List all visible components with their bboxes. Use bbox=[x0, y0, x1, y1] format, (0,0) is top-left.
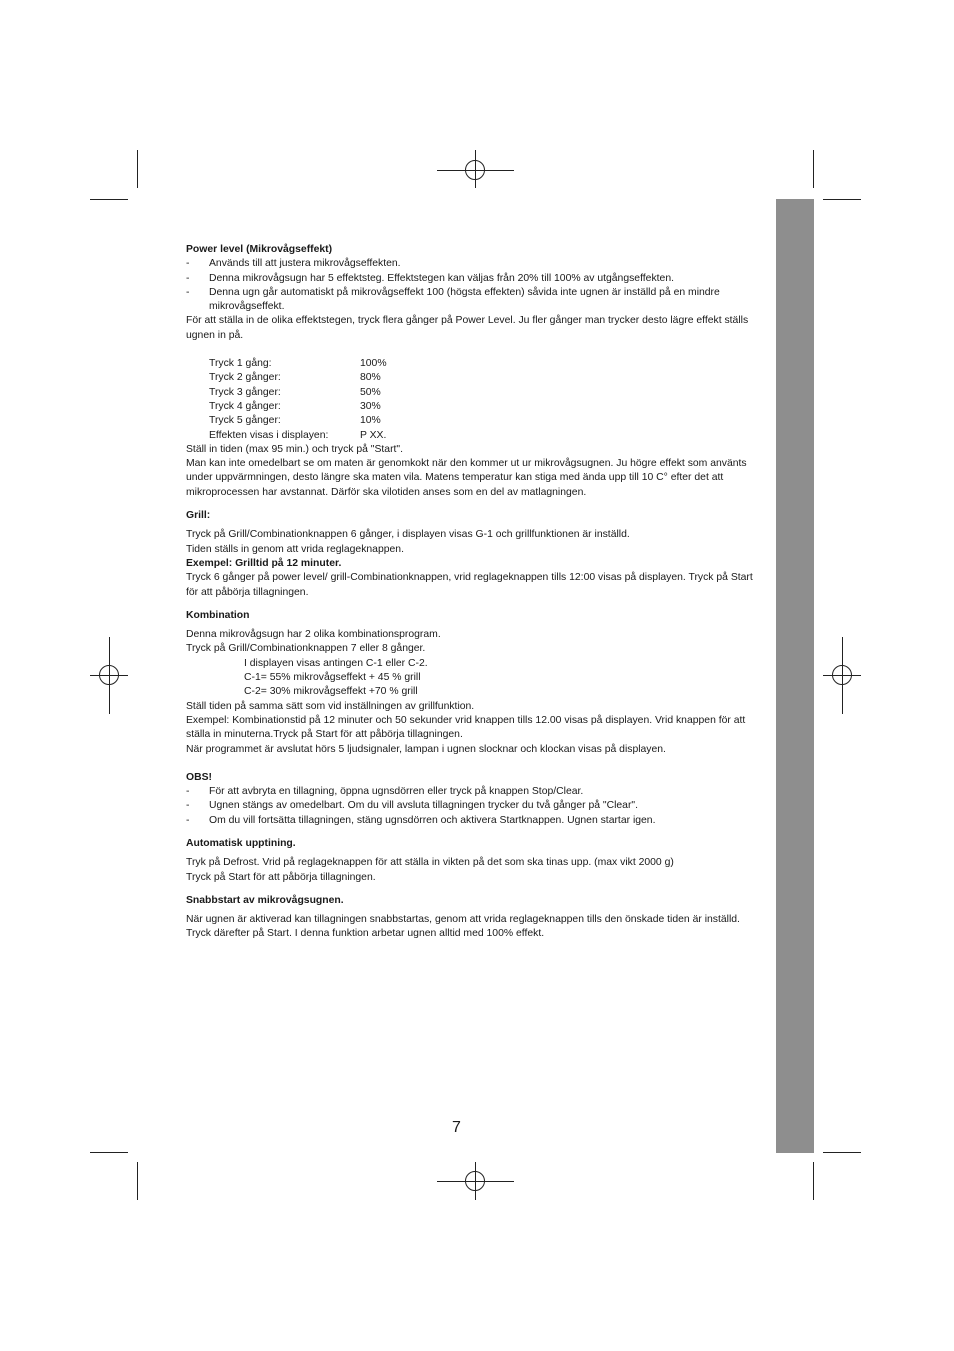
list-item: - Denna mikrovågsugn har 5 effektsteg. Effektstegen kan väljas från 20% till 100% av utgångseffekten. bbox=[186, 272, 761, 286]
table-row: Tryck 2 gånger: 80% bbox=[209, 372, 381, 384]
list-item: - För att avbryta en tillagning, öppna ugnsdörren eller tryck på knappen Stop/Clear. bbox=[186, 785, 761, 799]
kombination-line-2: Tryck på Grill/Combinationknappen 7 eller 8 gånger. bbox=[186, 643, 426, 655]
list-item: - Ugnen stängs av omedelbart. Om du vill avsluta tillagningen trycker du två gånger på "Clear". bbox=[186, 799, 761, 813]
power-heading: Power level (Mikrovågseffekt) bbox=[186, 244, 333, 255]
grill-line-2: Tiden ställs in genom att vrida reglageknappen. bbox=[186, 543, 404, 555]
defrost-line-1: Tryk på Defrost. Vrid på reglageknappen för att ställa in vikten på det som ska tinas upp. (max vikt 2000 g) bbox=[186, 857, 674, 869]
page-number: 7 bbox=[452, 1119, 461, 1136]
quickstart-heading: Snabbstart av mikrovågsugnen. bbox=[186, 894, 344, 906]
list-item: - Om du vill fortsätta tillagningen, stäng ugnsdörren och aktivera Startknappen. Ugnen startar igen. bbox=[186, 814, 761, 828]
defrost-line-2: Tryck på Start för att påbörja tillagningen. bbox=[186, 871, 376, 883]
grill-line-1: Tryck på Grill/Combinationknappen 6 gånger, i displayen visas G-1 och grillfunktionen är inställd. bbox=[186, 529, 630, 541]
quickstart-section bbox=[186, 894, 761, 942]
kombination-line-1: Denna mikrovågsugn har 2 olika kombinationsprogram. bbox=[186, 629, 441, 641]
defrost-section bbox=[186, 837, 761, 885]
list-item: C-2= 30% mikrovågseffekt +70 % grill bbox=[244, 686, 418, 698]
table-row: Tryck 3 gånger: 50% bbox=[209, 386, 381, 398]
power-level-section bbox=[186, 243, 761, 500]
list-item: - Används till att justera mikrovågseffekten. bbox=[186, 257, 761, 271]
side-tab bbox=[776, 199, 814, 1153]
kombination-heading: Kombination bbox=[186, 609, 250, 621]
kombination-program-list bbox=[244, 657, 761, 700]
grill-example: Tryck 6 gånger på power level/ grill-Combinationknappen, vrid reglageknappen tills 12:00 visas på displayen. Tryck på Start för att påbörja tillagningen. bbox=[186, 572, 753, 598]
power-bullets bbox=[186, 257, 761, 314]
power-steps-table bbox=[209, 357, 761, 443]
kombination-line-3: Ställ tiden på samma sätt som vid inställningen av grillfunktion. bbox=[186, 700, 475, 712]
grill-section bbox=[186, 509, 761, 600]
obs-heading: OBS! bbox=[186, 771, 212, 783]
power-intro: För att ställa in de olika effektstegen, tryck flera gånger på Power Level. Ju fler gånger man trycker desto lägre effekt ställs ugnen in på. bbox=[186, 315, 749, 341]
power-after-2: Man kan inte omedelbart se om maten är genomkokt när den kommer ut ur mikrovågsugnen. Ju högre effekt som använts under uppvärmningen, desto längre ska maten vila. Matens temperatur kan stiga med ända upp till 10 C° efter det att mikroprocessen har avstannat. Därför ska vilotiden anses som en del av matlagningen. bbox=[186, 458, 747, 498]
kombination-line-4: Exempel: Kombinationstid på 12 minuter och 50 sekunder vrid knappen tills 12.00 visas på displayen. Vrid knappen för att ställa in minuterna.Tryck på Start för att påbörja tillagningen. bbox=[186, 714, 746, 741]
table-row: Tryck 1 gång: 100% bbox=[209, 358, 387, 370]
manual-body bbox=[186, 243, 761, 942]
defrost-heading: Automatisk upptining. bbox=[186, 837, 296, 849]
table-row: Tryck 5 gånger: 10% bbox=[209, 415, 381, 427]
kombination-section bbox=[186, 609, 761, 757]
kombination-line-5: När programmet är avslutat hörs 5 ljudsignaler, lampan i ugnen slocknar och klockan visas på displayen. bbox=[186, 743, 666, 755]
obs-section bbox=[186, 771, 761, 828]
obs-bullets bbox=[186, 785, 761, 828]
list-item: - Denna ugn går automatiskt på mikrovågseffekt 100 (högsta effekten) såvida inte ugnen är inställd på en mindre mikrovågseffekt. bbox=[186, 286, 761, 315]
grill-heading: Grill: bbox=[186, 510, 211, 522]
power-after-1: Ställ in tiden (max 95 min.) och tryck på "Start". bbox=[186, 443, 404, 455]
grill-example-heading: Exempel: Grilltid på 12 minuter. bbox=[186, 557, 342, 569]
list-item: C-1= 55% mikrovågseffekt + 45 % grill bbox=[244, 672, 421, 684]
quickstart-text: När ugnen är aktiverad kan tillagningen snabbstartas, genom att vrida reglageknappen tills den önskade tiden är inställd. Tryck därefter på Start. I denna funktion arbetar ugnen alltid med 100% effekt. bbox=[186, 914, 740, 940]
list-item: I displayen visas antingen C-1 eller C-2. bbox=[244, 657, 428, 669]
table-row: Effekten visas i displayen: P XX. bbox=[209, 429, 387, 441]
table-row: Tryck 4 gånger: 30% bbox=[209, 400, 381, 412]
